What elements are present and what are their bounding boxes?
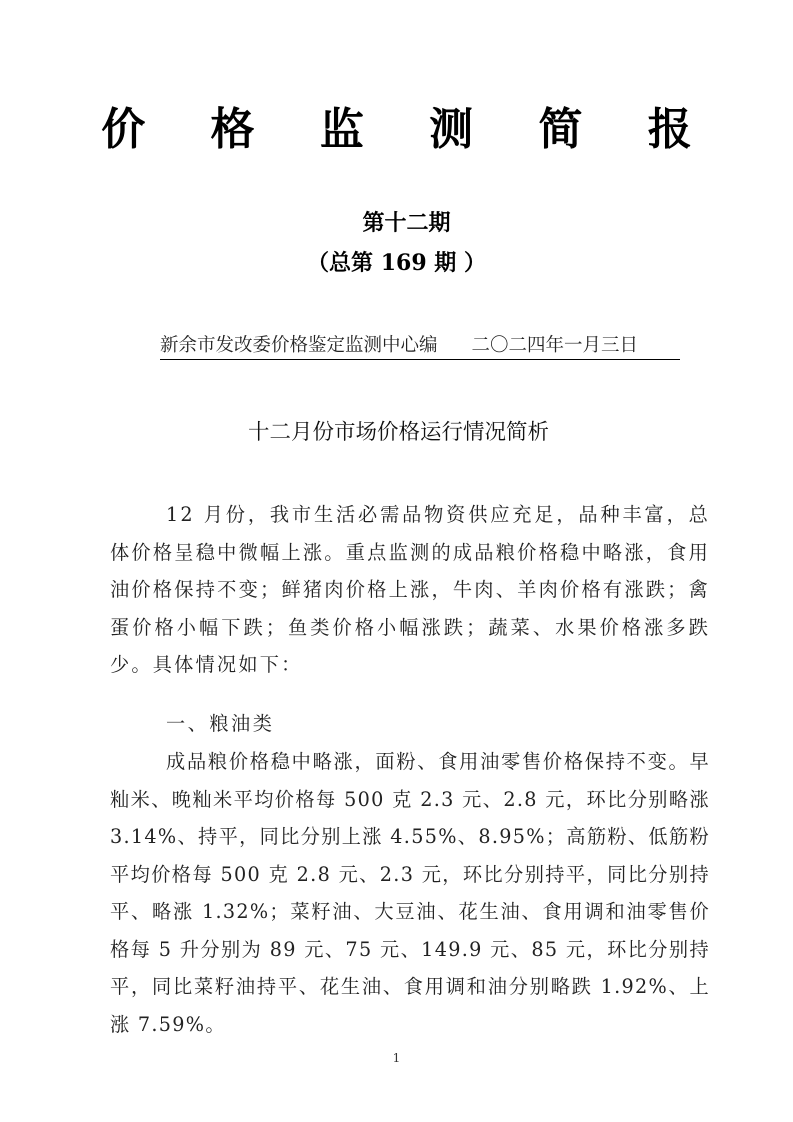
grain-oil-paragraph: 成品粮价格稳中略涨，面粉、食用油零售价格保持不变。早籼米、晚籼米平均价格每 500 克 2.3 元、2.8 元，环比分别略涨 3.14%、持平，同比分别上涨 4.55%、8.95%；高筋粉、低筋粉平均价格每 500 克 2.8 元、2.3 元，环比分别持平，同比分别持平、略涨 1.32%；菜籽油、大豆油、花生油、食用调和油零售价格每 5 升分别为 89 元、75 元、149.9 元、85 元，环比分别持平，同比菜籽油持平、花生油、食用调和油分别略跌 1.92%、上涨 7.59%。 — [110, 750, 710, 1036]
issue-total-number: （总第 169 期 ） — [307, 250, 486, 276]
section-heading-grain-oil: 一、粮油类 — [166, 712, 275, 735]
document-title: 价 格 监 测 简 报 — [101, 104, 717, 155]
publisher: 新余市发改委价格鉴定监测中心编 — [160, 335, 438, 356]
issue-number: 第十二期 — [362, 210, 451, 236]
intro-section — [110, 496, 710, 684]
publish-date: 二〇二四年一月三日 — [471, 335, 639, 356]
intro-paragraph: 12 月份，我市生活必需品物资供应充足，品种丰富，总体价格呈稳中微幅上涨。重点监测的成品粮价格稳中略涨，食用油价格保持不变；鲜猪肉价格上涨，牛肉、羊肉价格有涨跌；禽蛋价格小幅下跌；鱼类价格小幅涨跌；蔬菜、水果价格涨多跌少。具体情况如下： — [110, 503, 710, 676]
byline — [160, 333, 680, 360]
grain-oil-section — [110, 743, 710, 1043]
page-number: 1 — [392, 1051, 401, 1065]
article-title: 十二月份市场价格运行情况简析 — [247, 420, 549, 445]
